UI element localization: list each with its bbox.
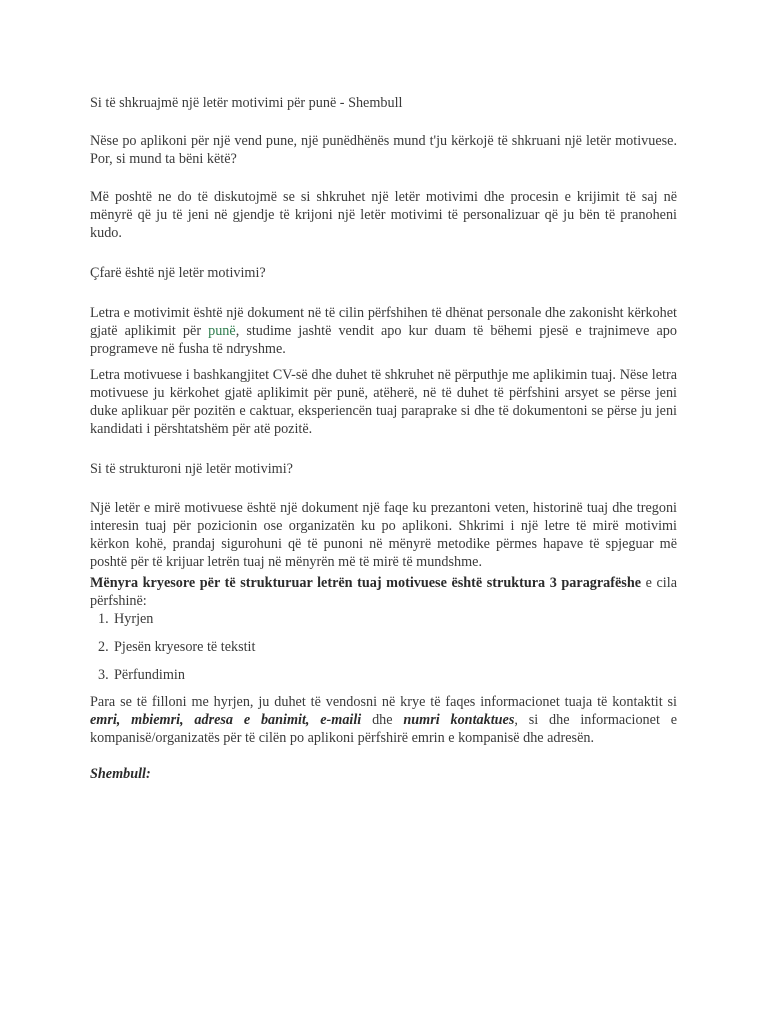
- list-item: [90, 666, 677, 684]
- list-item-text: Përfundimin: [114, 667, 185, 683]
- link-pune[interactable]: punë: [208, 323, 236, 339]
- list-item: [90, 610, 677, 628]
- contact-text-start: Para se të filloni me hyrjen, ju duhet të vendosni në krye të faqes informacionet tuaja të kontaktit si: [90, 694, 677, 710]
- list-item-number: 1.: [98, 611, 109, 627]
- list-item-text: Pjesën kryesore të tekstit: [114, 639, 256, 655]
- definition-text-start: Letra e motivimit është një dokument në të cilin përfshihen të dhënat personale dhe zakonisht kërkohet gjatë aplikimit për: [90, 305, 677, 339]
- discussion-paragraph: Më poshtë ne do të diskutojmë se si shkruhet një letër motivimi dhe procesin e krijimit të saj në mënyrë që ju të jeni në gjendje të krijoni një letër motivimi të personalizuar që ju bën të pranoheni kudo.: [90, 189, 677, 241]
- cv-paragraph: Letra motivuese i bashkangjitet CV-së dhe duhet të shkruhet në përputhje me aplikimin tuaj. Nëse letra motivuese ju kërkohet gjatë aplikimit për punë, atëherë, në të duhet të përfshini arsyet se përse jeni duke aplikuar për pozitën e caktuar, eksperiencën tuaj paraprake si dhe të dokumentoni se përse ju jeni kandidati i përshtatshëm për atë pozitë.: [90, 367, 677, 437]
- method-rest-text: e cila përfshinë:: [90, 575, 677, 609]
- definition-text-end: , studime jashtë vendit apo kur duam të bëhemi pjesë e trajnimeve apo programeve në fusha të ndryshme.: [90, 323, 677, 357]
- list-item-number: 3.: [98, 667, 109, 683]
- contact-fields-bold: emri, mbiemri, adresa e banimit, e-maili: [90, 712, 362, 728]
- contact-text-and: dhe: [361, 712, 404, 728]
- list-item-text: Hyrjen: [114, 611, 154, 627]
- heading-what-is: Çfarë është një letër motivimi?: [90, 265, 266, 281]
- document-title: Si të shkruajmë një letër motivimi për punë - Shembull: [90, 95, 403, 111]
- method-paragraph: [90, 574, 677, 610]
- definition-paragraph: [90, 304, 677, 358]
- contact-info-paragraph: [90, 693, 677, 747]
- intro-paragraph: Nëse po aplikoni për një vend pune, një punëdhënës mund t'ju kërkojë të shkruani një letër motivuese. Por, si mund ta bëni këtë?: [90, 133, 677, 167]
- method-bold-text: Mënyra kryesore për të strukturuar letrën tuaj motivuese është struktura 3 paragrafëshe: [90, 575, 642, 591]
- contact-number-bold: numri kontaktues: [403, 712, 515, 728]
- good-letter-paragraph: Një letër e mirë motivuese është një dokument një faqe ku prezantoni veten, historinë tuaj dhe tregoni interesin tuaj për pozicionin ose organizatën ku po aplikoni. Shkrimi i një letre të mirë motivimi kërkon kohë, prandaj sigurohuni që të punoni në mënyrë metodike përmes hapave të spjeguar më poshtë për të krijuar letrën tuaj në mënyrën më të mirë të mundshme.: [90, 500, 677, 570]
- structure-list: [90, 610, 677, 684]
- document-body: [90, 94, 677, 783]
- list-item: [90, 638, 677, 656]
- example-label: Shembull:: [90, 766, 151, 782]
- contact-text-end: , si dhe informacionet e kompanisë/organizatës për të cilën po aplikoni përfshirë emrin e kompanisë dhe adresën.: [90, 712, 678, 746]
- list-item-number: 2.: [98, 639, 109, 655]
- heading-structure: Si të strukturoni një letër motivimi?: [90, 461, 293, 477]
